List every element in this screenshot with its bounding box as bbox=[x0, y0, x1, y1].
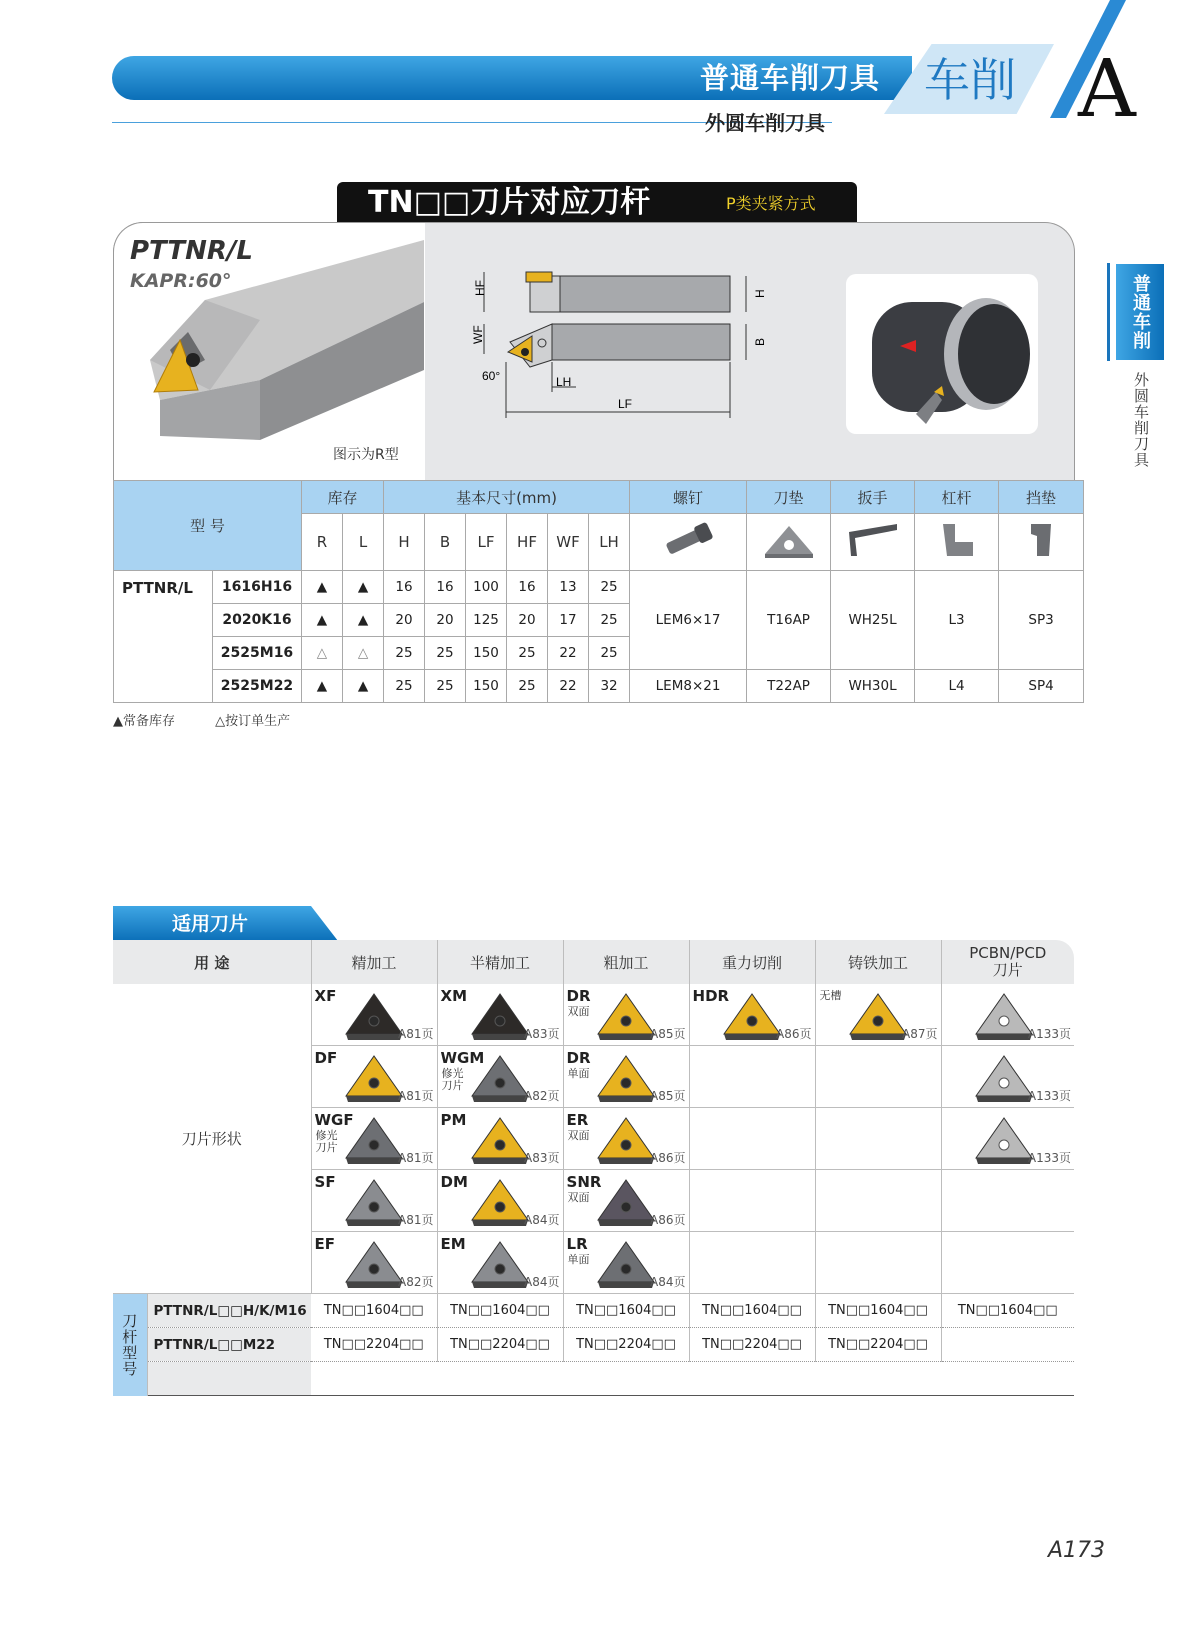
insert-code: PM bbox=[440, 1111, 467, 1129]
hdr-b: B bbox=[425, 514, 466, 571]
insert-triangle-icon bbox=[342, 1052, 406, 1104]
insert-cell[interactable] bbox=[815, 984, 941, 1046]
screw-a: LEM6×17 bbox=[630, 571, 747, 670]
insert-page-ref[interactable]: A86页 bbox=[776, 1027, 812, 1041]
insert-triangle-icon bbox=[468, 1176, 532, 1228]
section-letter: A bbox=[1078, 42, 1136, 135]
hdr-lh: LH bbox=[589, 514, 630, 571]
row-lf: 100 bbox=[466, 571, 507, 604]
insert-triangle-icon bbox=[342, 1238, 406, 1290]
insert-page-ref[interactable]: A86页 bbox=[650, 1213, 686, 1227]
holder-label-empty bbox=[147, 1362, 311, 1396]
wrench-icon bbox=[831, 514, 915, 571]
holder-empty-row bbox=[311, 1362, 1074, 1396]
insert-code: DR bbox=[566, 1049, 591, 1067]
dim-angle: 60° bbox=[482, 369, 501, 383]
row-code: 2525M16 bbox=[213, 637, 302, 670]
shape-label: 刀片形状 bbox=[113, 984, 311, 1294]
row-lf: 125 bbox=[466, 604, 507, 637]
holder-insert: TN□□1604□□ bbox=[689, 1294, 815, 1328]
lever-icon bbox=[915, 514, 999, 571]
insert-code: DF bbox=[314, 1049, 338, 1067]
holder-insert: TN□□2204□□ bbox=[563, 1328, 689, 1362]
insert-page-ref[interactable]: A84页 bbox=[524, 1213, 560, 1227]
row-hf: 16 bbox=[507, 571, 548, 604]
insert-cell bbox=[689, 1232, 815, 1294]
insert-triangle-icon bbox=[342, 990, 406, 1042]
hdr-lf: LF bbox=[466, 514, 507, 571]
insert-cell bbox=[941, 1232, 1074, 1294]
side-tab-rule bbox=[1107, 263, 1110, 361]
hdr-model: 型 号 bbox=[114, 481, 302, 571]
insert-code: WGM bbox=[440, 1049, 485, 1067]
row-l: ▲ bbox=[343, 571, 384, 604]
insert-page-ref[interactable]: A82页 bbox=[398, 1275, 434, 1289]
insert-code: EF bbox=[314, 1235, 336, 1253]
section-title: TN□□刀片对应刀杆 bbox=[368, 185, 651, 220]
insert-note: 单面 bbox=[567, 1253, 590, 1266]
row-b: 16 bbox=[425, 571, 466, 604]
clamp-type: P类夹紧方式 bbox=[726, 194, 816, 213]
insert-code: WGF bbox=[314, 1111, 354, 1129]
insert-page-ref[interactable]: A85页 bbox=[650, 1089, 686, 1103]
hdr-wf: WF bbox=[548, 514, 589, 571]
holder-insert: TN□□2204□□ bbox=[437, 1328, 563, 1362]
insert-cell bbox=[689, 1046, 815, 1108]
insert-cell bbox=[689, 1108, 815, 1170]
dim-wf: WF bbox=[471, 325, 485, 344]
row-lh: 25 bbox=[589, 637, 630, 670]
insert-cell[interactable] bbox=[941, 1046, 1074, 1108]
inserts-table bbox=[113, 940, 1074, 1396]
row-code: 1616H16 bbox=[213, 571, 302, 604]
wrench-b: WH30L bbox=[831, 670, 915, 703]
screw-b: LEM8×21 bbox=[630, 670, 747, 703]
insert-code: DR bbox=[566, 987, 591, 1005]
insert-code: LR bbox=[566, 1235, 588, 1253]
holder-insert: TN□□2204□□ bbox=[815, 1328, 941, 1362]
legend-order: △按订单生产 bbox=[215, 714, 291, 729]
insert-note: 双面 bbox=[567, 1005, 590, 1018]
col-heavy-cutting: 重力切削 bbox=[689, 940, 815, 984]
insert-triangle-icon bbox=[594, 1052, 658, 1104]
insert-page-ref[interactable]: A133页 bbox=[1027, 1151, 1072, 1165]
row-l: △ bbox=[343, 637, 384, 670]
insert-triangle-icon bbox=[972, 990, 1036, 1042]
insert-note: 双面 bbox=[567, 1129, 590, 1142]
insert-cell bbox=[815, 1170, 941, 1232]
wrench-a: WH25L bbox=[831, 571, 915, 670]
insert-page-ref[interactable]: A84页 bbox=[524, 1275, 560, 1289]
header-title: 普通车削刀具 bbox=[699, 61, 880, 95]
insert-code: DM bbox=[440, 1173, 468, 1191]
spec-table bbox=[113, 480, 1084, 703]
holder-side-label: 刀杆型号 bbox=[113, 1294, 147, 1396]
insert-page-ref[interactable]: A87页 bbox=[902, 1027, 938, 1041]
insert-page-ref[interactable]: A85页 bbox=[650, 1027, 686, 1041]
row-r: ▲ bbox=[302, 571, 343, 604]
insert-code: XF bbox=[314, 987, 337, 1005]
row-wf: 17 bbox=[548, 604, 589, 637]
pad-b: SP4 bbox=[999, 670, 1084, 703]
insert-note: 双面 bbox=[567, 1191, 590, 1204]
holder-insert: TN□□1604□□ bbox=[311, 1294, 437, 1328]
insert-note: 修光 刀片 bbox=[315, 1129, 338, 1154]
row-hf: 20 bbox=[507, 604, 548, 637]
insert-page-ref[interactable]: A81页 bbox=[398, 1027, 434, 1041]
holder-insert: TN□□1604□□ bbox=[815, 1294, 941, 1328]
insert-note: 修光 刀片 bbox=[441, 1067, 464, 1092]
insert-triangle-icon bbox=[594, 1238, 658, 1290]
holder-insert: TN□□1604□□ bbox=[437, 1294, 563, 1328]
insert-cell[interactable] bbox=[563, 1170, 689, 1232]
insert-triangle-icon bbox=[468, 1238, 532, 1290]
insert-cell[interactable] bbox=[941, 1108, 1074, 1170]
insert-page-ref[interactable]: A133页 bbox=[1027, 1089, 1072, 1103]
legend-stock: ▲常备库存 bbox=[113, 714, 175, 729]
hdr-wrench: 扳手 bbox=[831, 481, 915, 514]
insert-triangle-icon bbox=[594, 990, 658, 1042]
insert-page-ref[interactable]: A84页 bbox=[650, 1275, 686, 1289]
pad-icon bbox=[999, 514, 1084, 571]
hdr-l: L bbox=[343, 514, 384, 571]
insert-cell[interactable] bbox=[563, 1232, 689, 1294]
insert-cell[interactable] bbox=[311, 1108, 437, 1170]
insert-page-ref[interactable]: A81页 bbox=[398, 1089, 434, 1103]
page-number: A173 bbox=[1048, 1538, 1106, 1563]
insert-triangle-icon bbox=[342, 1176, 406, 1228]
holder-label: PTTNR/L□□H/K/M16 bbox=[147, 1294, 311, 1328]
dimension-drawing bbox=[470, 262, 800, 432]
row-l: ▲ bbox=[343, 604, 384, 637]
row-h: 16 bbox=[384, 571, 425, 604]
row-h: 25 bbox=[384, 670, 425, 703]
insert-triangle-icon bbox=[720, 990, 784, 1042]
insert-code: HDR bbox=[692, 987, 730, 1005]
insert-triangle-icon bbox=[468, 1114, 532, 1166]
row-lf: 150 bbox=[466, 670, 507, 703]
hdr-lever: 杠杆 bbox=[915, 481, 999, 514]
row-b: 25 bbox=[425, 670, 466, 703]
row-hf: 25 bbox=[507, 637, 548, 670]
row-h: 25 bbox=[384, 637, 425, 670]
insert-code: EM bbox=[440, 1235, 466, 1253]
row-lh: 25 bbox=[589, 571, 630, 604]
col-semi-finishing: 半精加工 bbox=[437, 940, 563, 984]
row-r: △ bbox=[302, 637, 343, 670]
insert-triangle-icon bbox=[468, 990, 532, 1042]
insert-cell[interactable] bbox=[563, 984, 689, 1046]
shim-icon bbox=[747, 514, 831, 571]
holder-insert: TN□□2204□□ bbox=[689, 1328, 815, 1362]
insert-note: 无槽 bbox=[819, 989, 842, 1002]
row-lh: 25 bbox=[589, 604, 630, 637]
pad-a: SP3 bbox=[999, 571, 1084, 670]
insert-cell[interactable] bbox=[437, 1232, 563, 1294]
use-label: 用 途 bbox=[113, 940, 311, 984]
insert-cell[interactable] bbox=[311, 1046, 437, 1108]
insert-triangle-icon bbox=[972, 1052, 1036, 1104]
insert-triangle-icon bbox=[594, 1176, 658, 1228]
insert-code: SNR bbox=[566, 1173, 602, 1191]
row-wf: 22 bbox=[548, 637, 589, 670]
lever-b: L4 bbox=[915, 670, 999, 703]
row-code: 2020K16 bbox=[213, 604, 302, 637]
insert-cell[interactable] bbox=[689, 984, 815, 1046]
dim-hf: HF bbox=[473, 280, 487, 296]
insert-code: SF bbox=[314, 1173, 336, 1191]
stock-legend bbox=[113, 710, 373, 730]
insert-cell bbox=[815, 1232, 941, 1294]
dim-b: B bbox=[753, 337, 767, 346]
hdr-r: R bbox=[302, 514, 343, 571]
shim-b: T22AP bbox=[747, 670, 831, 703]
inserts-tab: 适用刀片 bbox=[172, 913, 249, 935]
insert-cell[interactable] bbox=[311, 1232, 437, 1294]
shim-a: T16AP bbox=[747, 571, 831, 670]
row-b: 25 bbox=[425, 637, 466, 670]
header-tab: 车削 bbox=[924, 53, 1016, 107]
dim-h: H bbox=[753, 289, 767, 298]
insert-cell[interactable] bbox=[941, 984, 1074, 1046]
insert-page-ref[interactable]: A83页 bbox=[524, 1151, 560, 1165]
insert-cell[interactable] bbox=[437, 1108, 563, 1170]
dim-lh: LH bbox=[556, 375, 572, 389]
insert-code: ER bbox=[566, 1111, 589, 1129]
insert-page-ref[interactable]: A83页 bbox=[524, 1027, 560, 1041]
holder-insert bbox=[941, 1328, 1074, 1362]
row-wf: 13 bbox=[548, 571, 589, 604]
hdr-dims: 基本尺寸(mm) bbox=[384, 481, 630, 514]
insert-page-ref[interactable]: A82页 bbox=[524, 1089, 560, 1103]
col-roughing: 粗加工 bbox=[563, 940, 689, 984]
hdr-stock: 库存 bbox=[302, 481, 384, 514]
insert-page-ref[interactable]: A81页 bbox=[398, 1213, 434, 1227]
insert-triangle-icon bbox=[972, 1114, 1036, 1166]
screw-icon bbox=[630, 514, 747, 571]
row-lh: 32 bbox=[589, 670, 630, 703]
insert-triangle-icon bbox=[594, 1114, 658, 1166]
insert-cell[interactable] bbox=[563, 1108, 689, 1170]
insert-cell bbox=[689, 1170, 815, 1232]
insert-page-ref[interactable]: A86页 bbox=[650, 1151, 686, 1165]
insert-page-ref[interactable]: A81页 bbox=[398, 1151, 434, 1165]
insert-cell bbox=[815, 1046, 941, 1108]
insert-cell[interactable] bbox=[311, 1170, 437, 1232]
insert-cell[interactable] bbox=[563, 1046, 689, 1108]
row-r: ▲ bbox=[302, 604, 343, 637]
col-cast-iron: 铸铁加工 bbox=[815, 940, 941, 984]
holder-insert: TN□□1604□□ bbox=[941, 1294, 1074, 1328]
row-b: 20 bbox=[425, 604, 466, 637]
row-h: 20 bbox=[384, 604, 425, 637]
hdr-h: H bbox=[384, 514, 425, 571]
col-finishing: 精加工 bbox=[311, 940, 437, 984]
row-l: ▲ bbox=[343, 670, 384, 703]
insert-page-ref[interactable]: A133页 bbox=[1027, 1027, 1072, 1041]
insert-cell[interactable] bbox=[437, 1046, 563, 1108]
workpiece-photo bbox=[846, 274, 1038, 434]
insert-code: XM bbox=[440, 987, 468, 1005]
row-hf: 25 bbox=[507, 670, 548, 703]
insert-cell bbox=[941, 1170, 1074, 1232]
col-pcbn: PCBN/PCD 刀片 bbox=[941, 940, 1074, 984]
model-cell: PTTNR/L bbox=[114, 571, 213, 703]
holder-insert: TN□□1604□□ bbox=[563, 1294, 689, 1328]
insert-note: 单面 bbox=[567, 1067, 590, 1080]
row-r: ▲ bbox=[302, 670, 343, 703]
holder-label: PTTNR/L□□M22 bbox=[147, 1328, 311, 1362]
insert-cell[interactable] bbox=[437, 1170, 563, 1232]
insert-cell[interactable] bbox=[311, 984, 437, 1046]
header-subtitle: 外圆车削刀具 bbox=[705, 111, 825, 135]
figure-caption: 图示为R型 bbox=[333, 447, 399, 463]
hdr-screw: 螺钉 bbox=[630, 481, 747, 514]
model-name: PTTNR/L bbox=[130, 236, 253, 266]
model-kapr: KAPR:60° bbox=[130, 270, 232, 292]
insert-cell[interactable] bbox=[437, 984, 563, 1046]
row-wf: 22 bbox=[548, 670, 589, 703]
hdr-shim: 刀垫 bbox=[747, 481, 831, 514]
lever-a: L3 bbox=[915, 571, 999, 670]
insert-triangle-icon bbox=[846, 990, 910, 1042]
holder-insert: TN□□2204□□ bbox=[311, 1328, 437, 1362]
insert-cell bbox=[815, 1108, 941, 1170]
hdr-pad: 挡垫 bbox=[999, 481, 1084, 514]
side-tab[interactable]: 普通车削 bbox=[1116, 264, 1164, 360]
dim-lf: LF bbox=[618, 397, 633, 411]
row-code: 2525M22 bbox=[213, 670, 302, 703]
row-lf: 150 bbox=[466, 637, 507, 670]
hdr-hf: HF bbox=[507, 514, 548, 571]
side-tab-sub: 外圆车削刀具 bbox=[1132, 372, 1150, 468]
